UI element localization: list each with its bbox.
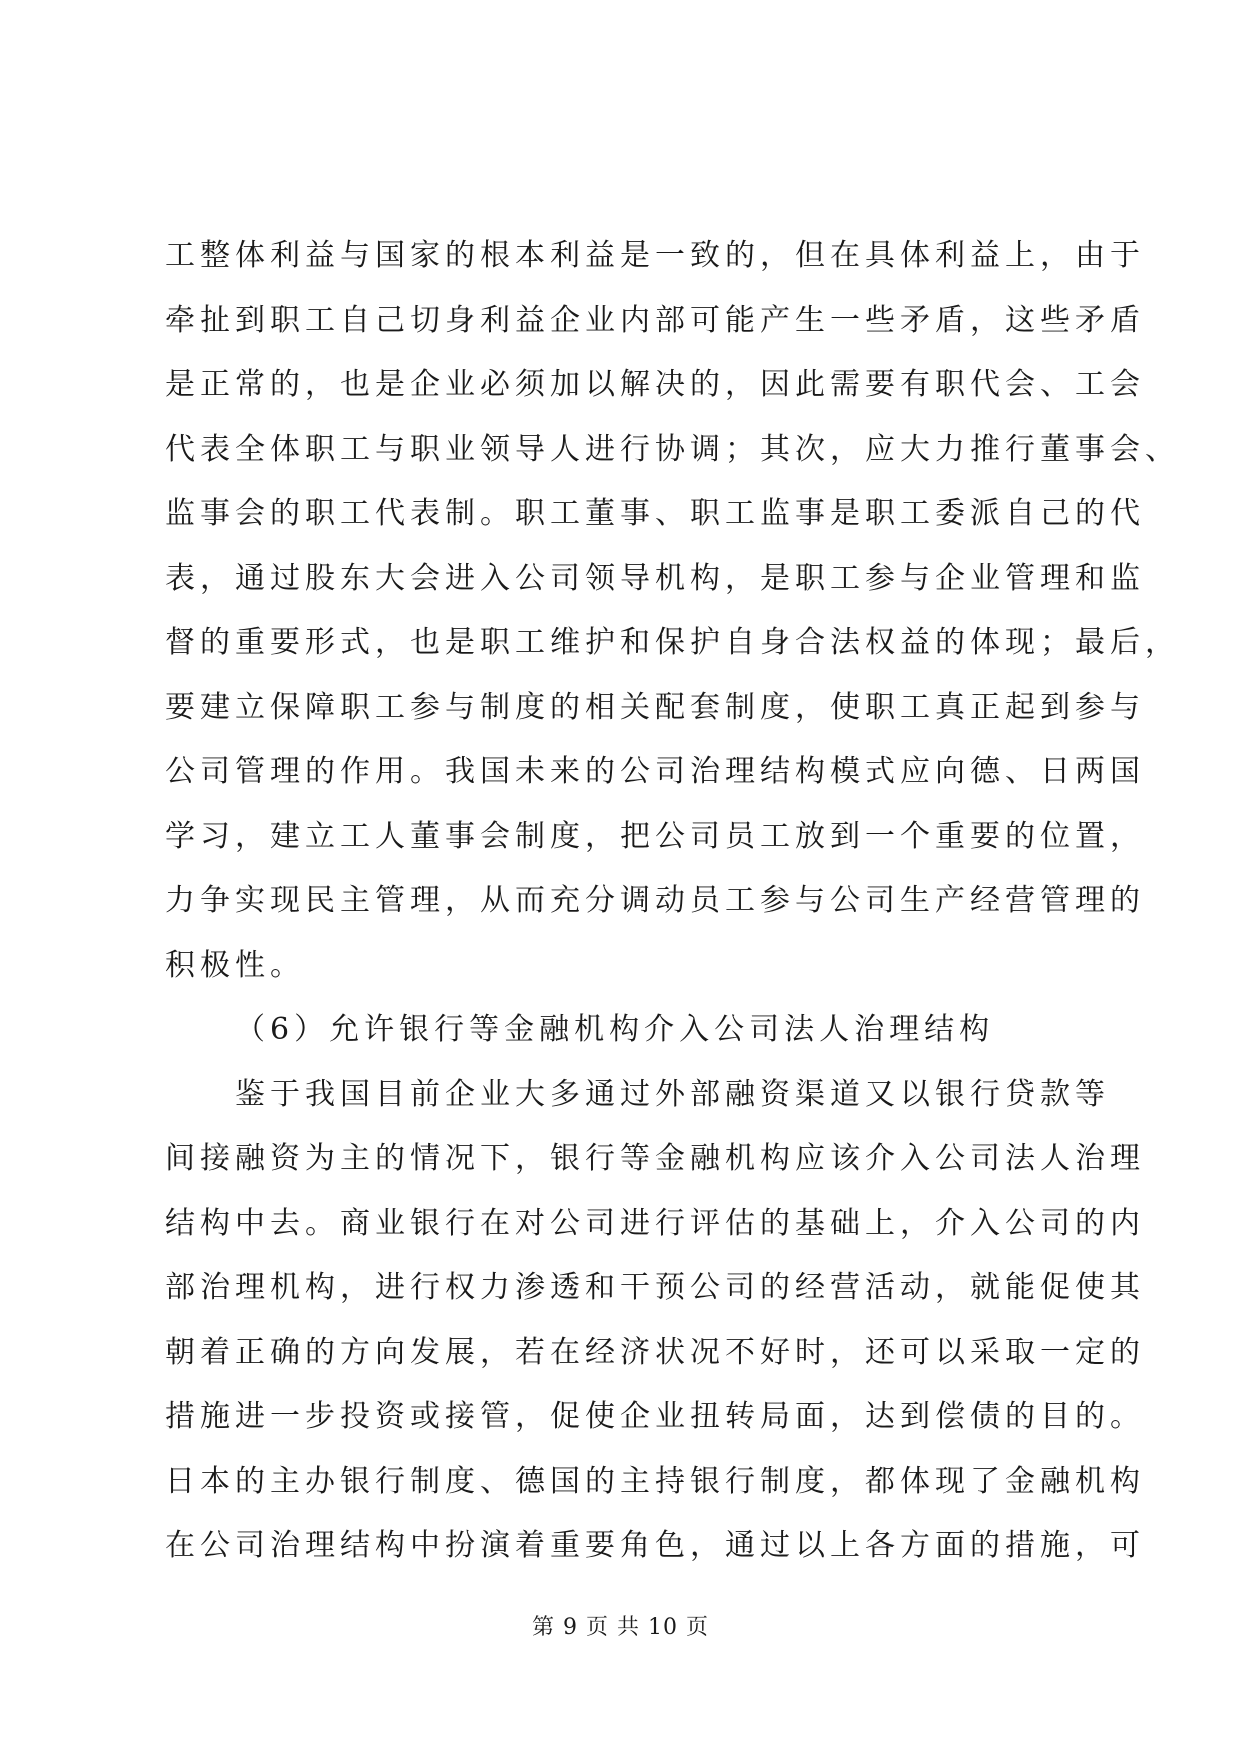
text-line: 表，通过股东大会进入公司领导机构，是职工参与企业管理和监 — [165, 560, 1145, 596]
text-line: 要建立保障职工参与制度的相关配套制度，使职工真正起到参与 — [165, 689, 1145, 725]
text-line: 日本的主办银行制度、德国的主持银行制度，都体现了金融机构 — [165, 1463, 1145, 1499]
text-line: 措施进一步投资或接管，促使企业扭转局面，达到偿债的目的。 — [165, 1399, 1145, 1434]
page-number-footer: 第 9 页 共 10 页 — [532, 1615, 709, 1640]
text-line: 部治理机构，进行权力渗透和干预公司的经营活动，就能促使其 — [165, 1270, 1145, 1305]
text-line: 学习，建立工人董事会制度，把公司员工放到一个重要的位置， — [165, 818, 1145, 854]
text-line: 鉴于我国目前企业大多通过外部融资渠道又以银行贷款等 — [235, 1076, 1110, 1112]
text-line: 结构中去。商业银行在对公司进行评估的基础上，介入公司的内 — [165, 1205, 1145, 1241]
text-line: 是正常的，也是企业必须加以解决的，因此需要有职代会、工会 — [165, 367, 1145, 402]
text-line: 朝着正确的方向发展，若在经济状况不好时，还可以采取一定的 — [165, 1334, 1145, 1370]
text-line: 牵扯到职工自己切身利益企业内部可能产生一些矛盾，这些矛盾 — [165, 302, 1145, 338]
text-line: 间接融资为主的情况下，银行等金融机构应该介入公司法人治理 — [165, 1141, 1145, 1176]
text-line: 积极性。 — [165, 947, 305, 983]
body-text — [165, 224, 1180, 1579]
text-line: 在公司治理结构中扮演着重要角色，通过以上各方面的措施，可 — [165, 1528, 1145, 1563]
section-heading: （6）允许银行等金融机构介入公司法人治理结构 — [235, 1012, 995, 1047]
text-line: 公司管理的作用。我国未来的公司治理结构模式应向德、日两国 — [165, 754, 1145, 789]
text-line: 力争实现民主管理，从而充分调动员工参与公司生产经营管理的 — [165, 883, 1145, 918]
text-line: 代表全体职工与职业领导人进行协调；其次，应大力推行董事会、 — [165, 431, 1180, 467]
text-line: 督的重要形式，也是职工维护和保护自身合法权益的体现；最后， — [165, 625, 1180, 660]
text-line: 工整体利益与国家的根本利益是一致的，但在具体利益上，由于 — [165, 238, 1145, 273]
text-line: 监事会的职工代表制。职工董事、职工监事是职工委派自己的代 — [165, 496, 1145, 531]
